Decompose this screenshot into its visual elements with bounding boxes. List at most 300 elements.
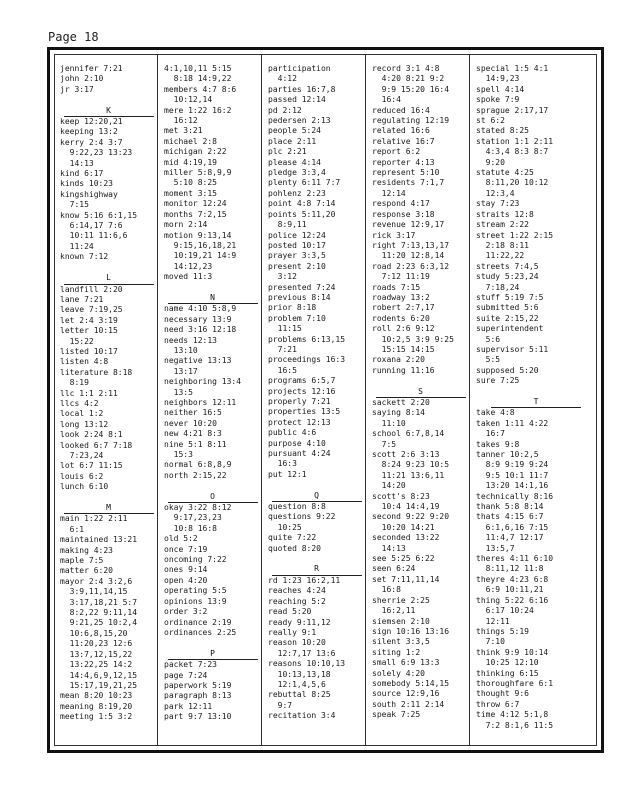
index-entry: spell 4:14 — [476, 84, 525, 94]
index-entry: local 1:2 — [60, 409, 104, 419]
index-entry: see 5:25 6:22 — [372, 554, 435, 564]
index-entry: report 6:2 — [372, 147, 421, 157]
index-entry: stay 7:23 — [476, 199, 520, 209]
index-entry: point 4:8 7:14 — [268, 199, 336, 209]
index-entry: recitation 3:4 — [268, 711, 336, 721]
index-entry: place 2:11 — [268, 136, 317, 146]
index-entry: needs 12:13 — [164, 335, 217, 345]
index-entry: nine 5:1 8:11 — [164, 439, 227, 449]
index-entry: look 2:24 8:1 — [60, 430, 123, 440]
index-entry: 13:20 14:1,16 — [476, 481, 549, 491]
index-entry: neighboring 13:4 — [164, 377, 242, 387]
index-entry: monitor 12:24 — [164, 199, 227, 209]
index-entry: reaches 4:24 — [268, 586, 326, 596]
index-entry: need 3:16 12:18 — [164, 325, 237, 335]
index-entry: mayor 2:4 3:2,6 — [60, 576, 133, 586]
index-entry: pedersen 2:13 — [268, 116, 331, 126]
index-entry: thinking 6:15 — [476, 668, 539, 678]
index-entry: ordinance 2:19 — [164, 617, 232, 627]
index-entry: looked 6:7 7:18 — [60, 440, 133, 450]
index-entry: 7:12 11:19 — [372, 272, 430, 282]
index-entry: robert 2:7,17 — [372, 303, 435, 313]
index-entry: 10:2,5 3:9 9:25 — [372, 334, 454, 344]
index-entry: packet 7:23 — [164, 660, 217, 670]
index-entry: 16:2,11 — [372, 606, 416, 616]
index-entry: long 13:12 — [60, 419, 109, 429]
index-entry: llcs 4:2 — [60, 398, 99, 408]
index-entry: theres 4:11 6:10 — [476, 554, 554, 564]
index-entry: 11:24 — [60, 241, 94, 251]
index-entry: 8:2,22 9:11,14 — [60, 608, 138, 618]
section-letter-header — [268, 564, 365, 575]
section-letter: R — [314, 564, 319, 574]
index-entry: known 7:12 — [60, 252, 109, 262]
index-entry: kingshighway — [60, 189, 118, 199]
section-letter-header — [60, 503, 157, 514]
index-entry: 7:2 8:1,6 11:5 — [476, 720, 554, 730]
index-entry: llc 1:1 2:11 — [60, 388, 118, 398]
index-entry: motion 9:13,14 — [164, 230, 232, 240]
index-entry: never 10:20 — [164, 418, 217, 428]
index-entry: 5:10 8:25 — [164, 178, 217, 188]
section-letter: N — [210, 292, 215, 302]
index-entry: 5:6 — [476, 334, 501, 344]
index-entry: regulating 12:19 — [372, 116, 450, 126]
index-entry: 9:7 — [268, 700, 293, 710]
index-entry: jennifer 7:21 — [60, 64, 123, 73]
index-entry: plenty 6:11 7:7 — [268, 178, 341, 188]
index-entry: maple 7:5 — [60, 556, 104, 566]
index-entry: kind 6:17 — [60, 169, 104, 179]
index-entry: necessary 13:9 — [164, 314, 232, 324]
index-entry: 14:20 — [372, 481, 406, 491]
index-entry: 4:3,4 8:3 8:7 — [476, 147, 549, 157]
index-entry: lot 6:7 11:15 — [60, 461, 123, 471]
index-entry: supervisor 5:11 — [476, 344, 549, 354]
section-letter: O — [210, 491, 215, 501]
index-entry: name 4:10 5:8,9 — [164, 304, 237, 314]
index-entry: 3:12 — [268, 272, 297, 282]
index-entry: mean 8:20 10:23 — [60, 691, 133, 701]
index-entry: prior 8:18 — [268, 303, 317, 313]
index-entry: prayer 3:3,5 — [268, 251, 326, 261]
index-entry: 16:12 — [164, 116, 198, 126]
index-entry: proceedings 16:3 — [268, 355, 346, 365]
index-entry: sprague 2:17,17 — [476, 105, 549, 115]
index-entry: relative 16:7 — [372, 136, 435, 146]
index-entry: plc 2:21 — [268, 147, 307, 157]
index-entry: seen 6:24 — [372, 564, 416, 574]
index-entry: 8:11,12 11:8 — [476, 564, 544, 574]
index-entry: small 6:9 13:3 — [372, 658, 440, 668]
index-entry: road 2:23 6:3,12 — [372, 261, 450, 271]
index-entry: thats 4:15 6:7 — [476, 512, 544, 522]
index-entry: 6:1,6,16 7:15 — [476, 522, 549, 532]
section-letter-header — [476, 397, 596, 408]
index-entry: solely 4:20 — [372, 668, 425, 678]
index-frame — [47, 47, 604, 753]
index-entry: record 3:1 4:8 — [372, 64, 440, 73]
index-entry: 10:20 14:21 — [372, 522, 435, 532]
index-entry: 8:18 14:9,22 — [164, 74, 232, 84]
index-entry: 11:21 13:6,11 — [372, 470, 445, 480]
index-entry: reasons 10:10,13 — [268, 659, 346, 669]
index-entry: months 7:2,15 — [164, 209, 227, 219]
index-entry: set 7:11,11,14 — [372, 574, 440, 584]
index-entry: keep 12:20,21 — [60, 117, 123, 127]
index-entry: rick 3:17 — [372, 230, 416, 240]
index-entry: 6:1 — [60, 524, 85, 534]
index-entry: michael 2:8 — [164, 136, 217, 146]
index-entry: 9:5 10:1 11:7 — [476, 470, 549, 480]
index-entry: meeting 1:5 3:2 — [60, 712, 133, 722]
index-entry: 5:5 — [476, 355, 501, 365]
index-entry: meaning 8:19,20 — [60, 701, 133, 711]
index-entry: 3:17,18,21 5:7 — [60, 597, 138, 607]
page-number-label: Page 18 — [48, 30, 99, 44]
index-entry: straits 12:8 — [476, 209, 534, 219]
index-entry: 8:24 9:23 10:5 — [372, 460, 450, 470]
index-entry: special 1:5 4:1 — [476, 64, 549, 73]
index-entry: speak 7:25 — [372, 710, 421, 720]
index-entry: matter 6:20 — [60, 566, 113, 576]
index-entry: 14:12,23 — [164, 261, 213, 271]
index-entry: 9:22,23 13:23 — [60, 148, 133, 158]
index-entry: school 6:7,8,14 — [372, 429, 445, 439]
index-entry: 12:3,4 — [476, 188, 515, 198]
index-entry: 11:22,22 — [476, 251, 525, 261]
index-entry: right 7:13,13,17 — [372, 240, 450, 250]
index-entry: programs 6:5,7 — [268, 376, 336, 386]
section-letter-header — [164, 492, 261, 503]
index-entry: 16:3 — [268, 459, 297, 469]
index-entry: 10:25 12:10 — [476, 658, 539, 668]
index-entry: police 12:24 — [268, 230, 326, 240]
index-entry: roxana 2:20 — [372, 355, 425, 365]
section-letter: L — [106, 273, 111, 283]
index-entry: neighbors 12:11 — [164, 397, 237, 407]
index-entry: negative 13:13 — [164, 356, 232, 366]
index-entry: participation — [268, 64, 331, 73]
index-entry: 8:19 — [60, 378, 89, 388]
index-entry: related 16:6 — [372, 126, 430, 136]
index-entry: oncoming 7:22 — [164, 555, 227, 565]
index-entry: superintendent — [476, 324, 544, 334]
index-entry: spoke 7:9 — [476, 95, 520, 105]
index-entry: seconded 13:22 — [372, 533, 440, 543]
index-entry: pohlenz 2:23 — [268, 188, 326, 198]
index-entry: street 1:22 2:15 — [476, 230, 554, 240]
index-entry: north 2:15,22 — [164, 470, 227, 480]
index-entry: let 2:4 3:19 — [60, 315, 118, 325]
index-entry: once 7:19 — [164, 544, 208, 554]
index-entry: 10:19,21 14:9 — [164, 251, 237, 261]
index-entry: roads 7:15 — [372, 282, 421, 292]
index-entry: public 4:6 — [268, 428, 317, 438]
index-entry: submitted 5:6 — [476, 303, 539, 313]
index-entry: old 5:2 — [164, 534, 198, 544]
section-letter-header — [164, 293, 261, 304]
index-entry: projects 12:16 — [268, 386, 336, 396]
index-entry: opinions 13:9 — [164, 596, 227, 606]
index-entry: theyre 4:23 6:8 — [476, 574, 549, 584]
index-entry: 6:17 10:24 — [476, 606, 534, 616]
index-entry: 11:20,23 12:6 — [60, 639, 133, 649]
index-entry: 16:7 — [476, 429, 505, 439]
index-entry: listen 4:8 — [60, 357, 109, 367]
index-column-1 — [55, 55, 158, 745]
index-entry: respond 4:17 — [372, 199, 430, 209]
index-entry: put 12:1 — [268, 469, 307, 479]
index-entry: scott 2:6 3:13 — [372, 450, 440, 460]
section-letter-header — [60, 273, 157, 284]
index-entry: 15:3 — [164, 450, 193, 460]
index-column-2 — [159, 55, 262, 745]
section-letter: Q — [314, 490, 319, 500]
index-entry: sackett 2:20 — [372, 397, 430, 407]
section-letter-header — [372, 387, 469, 398]
index-entry: keeping 13:2 — [60, 127, 118, 137]
index-entry: response 3:18 — [372, 209, 435, 219]
index-entry: 13:10 — [164, 345, 198, 355]
index-entry: 11:20 12:8,14 — [372, 251, 445, 261]
index-entry: operating 5:5 — [164, 586, 227, 596]
index-entry: tanner 10:2,5 — [476, 450, 539, 460]
index-entry: okay 3:22 8:12 — [164, 503, 232, 513]
index-entry: kinds 10:23 — [60, 179, 113, 189]
index-entry: suite 2:15,22 — [476, 313, 539, 323]
index-entry: 9:20 — [476, 157, 505, 167]
index-entry: please 4:14 — [268, 157, 321, 167]
index-entry: stream 2:22 — [476, 220, 529, 230]
index-entry: revenue 12:9,17 — [372, 220, 445, 230]
index-entry: people 5:24 — [268, 126, 321, 136]
section-letter-header — [60, 106, 157, 117]
index-entry: order 3:2 — [164, 607, 208, 617]
index-entry: 7:15 — [60, 200, 89, 210]
index-entry: study 5:23,24 — [476, 272, 539, 282]
index-entry: sherrie 2:25 — [372, 595, 430, 605]
index-entry: sure 7:25 — [476, 376, 520, 386]
index-entry: paragraph 8:13 — [164, 691, 232, 701]
index-entry: 13:22,25 14:2 — [60, 660, 133, 670]
index-columns — [54, 54, 597, 746]
index-entry: residents 7:1,7 — [372, 178, 445, 188]
index-entry: somebody 5:14,15 — [372, 678, 450, 688]
section-letter: P — [210, 648, 215, 658]
index-entry: reason 10:20 — [268, 638, 326, 648]
index-entry: thank 5:8 8:14 — [476, 502, 544, 512]
index-entry: know 5:16 6:1,15 — [60, 210, 138, 220]
index-entry: 16:8 — [372, 585, 401, 595]
index-entry: station 1:1 2:11 — [476, 136, 554, 146]
index-entry: 4:20 8:21 9:2 — [372, 74, 445, 84]
index-entry: jr 3:17 — [60, 84, 94, 94]
section-letter: K — [106, 105, 111, 115]
index-entry: presented 7:24 — [268, 282, 336, 292]
index-entry: part 9:7 13:10 — [164, 712, 232, 722]
index-entry: protect 12:13 — [268, 417, 331, 427]
index-entry: 11:10 — [372, 418, 406, 428]
index-entry: park 12:11 — [164, 701, 213, 711]
index-entry: 12:14 — [372, 188, 406, 198]
index-entry: miller 5:8,9,9 — [164, 168, 232, 178]
index-entry: 11:15 — [268, 324, 302, 334]
index-entry: 10:6,8,15,20 — [60, 628, 128, 638]
index-entry: st 6:2 — [476, 116, 505, 126]
index-entry: listed 10:17 — [60, 346, 118, 356]
index-entry: 12:7,17 13:6 — [268, 648, 336, 658]
index-entry: taken 1:11 4:22 — [476, 418, 549, 428]
index-entry: thoroughfare 6:1 — [476, 678, 554, 688]
index-entry: 13:7,12,15,22 — [60, 649, 133, 659]
index-entry: 13:5,7 — [476, 543, 515, 553]
index-entry: 6:9 10:11,21 — [476, 585, 544, 595]
index-entry: problems 6:13,15 — [268, 334, 346, 344]
index-entry: 14:9,23 — [476, 74, 520, 84]
index-entry: members 4:7 8:6 — [164, 84, 237, 94]
index-entry: rd 1:23 16:2,11 — [268, 575, 341, 585]
index-entry: 12:11 — [476, 616, 510, 626]
index-entry: 4:1,10,11 5:15 — [164, 64, 232, 73]
index-entry: quoted 8:20 — [268, 543, 321, 553]
index-entry: 11:4,7 12:17 — [476, 533, 544, 543]
index-entry: 10:13,13,18 — [268, 669, 331, 679]
index-entry: rodents 6:20 — [372, 313, 430, 323]
index-column-4 — [367, 55, 470, 745]
index-entry: 7:10 — [476, 637, 505, 647]
index-entry: read 5:20 — [268, 607, 312, 617]
index-column-5 — [471, 55, 596, 745]
index-entry: met 3:21 — [164, 126, 203, 136]
index-entry: scott's 8:23 — [372, 491, 430, 501]
index-entry: 3:9,11,14,15 — [60, 587, 128, 597]
index-entry: thought 9:6 — [476, 689, 529, 699]
index-entry: maintained 13:21 — [60, 535, 138, 545]
index-entry: making 4:23 — [60, 545, 113, 555]
index-entry: page 7:24 — [164, 670, 208, 680]
index-entry: passed 12:14 — [268, 95, 326, 105]
index-entry: kerry 2:4 3:7 — [60, 137, 123, 147]
index-entry: 10:25 — [268, 522, 302, 532]
index-entry: leave 7:19,25 — [60, 305, 123, 315]
index-entry: neither 16:5 — [164, 408, 222, 418]
index-entry: letter 10:15 — [60, 326, 118, 336]
index-entry: ordinances 2:25 — [164, 627, 237, 637]
index-entry: silent 3:3,5 — [372, 637, 430, 647]
index-entry: 7:18,24 — [476, 282, 520, 292]
index-entry: 7:21 — [268, 344, 297, 354]
index-entry: roadway 13:2 — [372, 292, 430, 302]
index-entry: john 2:10 — [60, 74, 104, 84]
index-entry: really 9:1 — [268, 627, 317, 637]
index-entry: michigan 2:22 — [164, 147, 227, 157]
index-entry: pursuant 4:24 — [268, 449, 331, 459]
index-entry: ready 9:11,12 — [268, 617, 331, 627]
index-entry: 14:4,6,9,12,15 — [60, 670, 138, 680]
section-letter-header — [268, 491, 365, 502]
index-column-3 — [263, 55, 366, 745]
index-entry: 12:1,4,5,6 — [268, 679, 326, 689]
index-entry: louis 6:2 — [60, 471, 104, 481]
index-entry: 9:21,25 10:2,4 — [60, 618, 138, 628]
index-entry: 15:17,19,21,25 — [60, 680, 138, 690]
index-entry: 10:12,14 — [164, 95, 213, 105]
index-entry: 15:22 — [60, 336, 94, 346]
index-entry: saying 8:14 — [372, 408, 425, 418]
index-entry: 14:13 — [372, 543, 406, 553]
index-entry: reporter 4:13 — [372, 157, 435, 167]
index-entry: 14:13 — [60, 158, 94, 168]
index-entry: main 1:22 2:11 — [60, 514, 128, 524]
index-entry: siemsen 2:10 — [372, 616, 430, 626]
index-entry: throw 6:7 — [476, 699, 520, 709]
index-entry: purpose 4:10 — [268, 438, 326, 448]
index-entry: 16:4 — [372, 95, 401, 105]
index-entry: posted 10:17 — [268, 240, 326, 250]
index-entry: properly 7:21 — [268, 397, 331, 406]
index-entry: 6:14,17 7:6 — [60, 221, 123, 231]
index-entry: think 9:9 10:14 — [476, 647, 549, 657]
index-entry: things 5:19 — [476, 626, 529, 636]
index-entry: mere 1:22 16:2 — [164, 105, 232, 115]
index-entry: technically 8:16 — [476, 491, 554, 501]
section-letter-header — [164, 649, 261, 660]
index-entry: parties 16:7,8 — [268, 84, 336, 94]
section-letter: M — [106, 503, 111, 513]
index-entry: stated 8:25 — [476, 126, 529, 136]
index-entry: 9:15,16,18,21 — [164, 240, 237, 250]
index-entry: questions 9:22 — [268, 512, 336, 522]
index-entry: quite 7:22 — [268, 533, 317, 543]
index-entry: second 9:22 9:20 — [372, 512, 450, 522]
index-entry: roll 2:6 9:12 — [372, 324, 435, 334]
index-entry: question 8:8 — [268, 502, 326, 512]
index-entry: stuff 5:19 7:5 — [476, 292, 544, 302]
index-entry: open 4:20 — [164, 575, 208, 585]
index-entry: source 12:9,16 — [372, 689, 440, 699]
index-entry: previous 8:14 — [268, 292, 331, 302]
index-entry: reaching 5:2 — [268, 596, 326, 606]
index-entry: represent 5:10 — [372, 168, 440, 178]
index-entry: 15:15 14:15 — [372, 344, 435, 354]
index-entry: literature 8:18 — [60, 367, 133, 377]
index-entry: landfill 2:20 — [60, 284, 123, 294]
index-entry: properties 13:5 — [268, 407, 341, 417]
index-entry: south 2:11 2:14 — [372, 699, 445, 709]
index-entry: sign 10:16 13:16 — [372, 626, 450, 636]
index-entry: 9:9 15:20 16:4 — [372, 84, 450, 94]
index-entry: 16:5 — [268, 365, 297, 375]
section-letter: S — [418, 386, 423, 396]
index-entry: 10:11 11:6,6 — [60, 231, 128, 241]
index-entry: paperwork 5:19 — [164, 680, 232, 690]
index-entry: supposed 5:20 — [476, 365, 539, 375]
index-entry: rebuttal 8:25 — [268, 690, 331, 700]
index-entry: 7:5 — [372, 439, 397, 449]
index-entry: streets 7:4,5 — [476, 261, 539, 271]
index-entry: 7:23,24 — [60, 451, 104, 460]
index-entry: take 4:8 — [476, 408, 515, 418]
index-entry: thing 5:22 6:16 — [476, 595, 549, 605]
index-entry: new 4:21 8:3 — [164, 429, 222, 439]
index-entry: 4:12 — [268, 74, 297, 84]
index-entry: normal 6:8,8,9 — [164, 460, 232, 470]
index-entry: 10:4 14:4,19 — [372, 502, 440, 512]
index-entry: takes 9:8 — [476, 439, 520, 449]
index-entry: 8:9 9:19 9:24 — [476, 460, 549, 470]
index-entry: statute 4:25 — [476, 168, 534, 178]
